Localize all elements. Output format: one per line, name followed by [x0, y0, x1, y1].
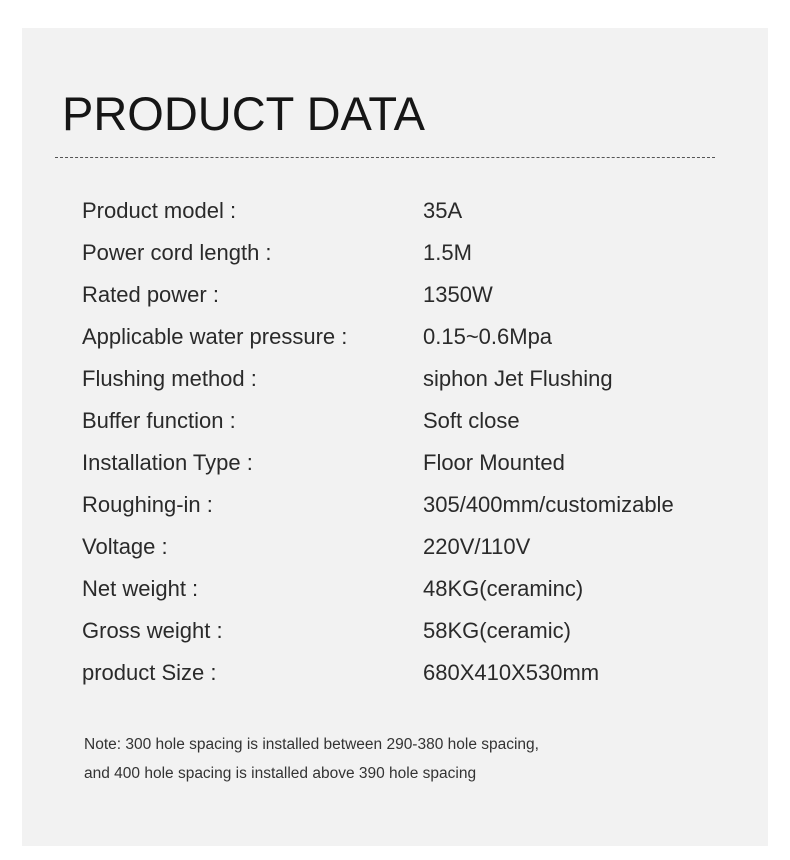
spec-label: Rated power :	[82, 282, 219, 307]
spec-label: Buffer function :	[82, 408, 236, 433]
spec-table	[82, 190, 752, 694]
spec-row-product-model	[82, 190, 752, 232]
spec-value: 0.15~0.6Mpa	[423, 324, 553, 349]
spec-value: 48KG(ceraminc)	[423, 576, 584, 601]
page-title: PRODUCT DATA	[62, 87, 425, 140]
product-data-panel	[22, 28, 768, 846]
spec-row-roughing-in	[82, 484, 752, 526]
note-line-2: and 400 hole spacing is installed above 390 hole spacing	[84, 765, 477, 782]
spec-value: Floor Mounted	[423, 450, 565, 475]
spec-label: product Size :	[82, 660, 217, 685]
spec-label: Voltage :	[82, 534, 168, 559]
spec-row-installation-type	[82, 442, 752, 484]
spec-label: Installation Type :	[82, 450, 253, 475]
spec-label: Flushing method :	[82, 366, 257, 391]
spec-row-product-size	[82, 652, 752, 694]
spec-value: siphon Jet Flushing	[423, 366, 613, 391]
spec-row-voltage	[82, 526, 752, 568]
spec-value: 1.5M	[423, 240, 472, 265]
spec-label: Gross weight :	[82, 618, 223, 643]
spec-value: 35A	[423, 198, 463, 223]
spec-label: Power cord length :	[82, 240, 272, 265]
spec-label: Product model :	[82, 198, 237, 223]
spec-row-power-cord-length	[82, 232, 752, 274]
spec-row-gross-weight	[82, 610, 752, 652]
spec-row-buffer-function	[82, 400, 752, 442]
dashed-divider	[55, 157, 715, 158]
spec-value: 1350W	[423, 282, 493, 307]
spec-row-flushing-method	[82, 358, 752, 400]
spec-row-water-pressure	[82, 316, 752, 358]
spec-value: 220V/110V	[423, 534, 531, 559]
spec-label: Net weight :	[82, 576, 199, 601]
spec-value: 58KG(ceramic)	[423, 618, 571, 643]
spec-label: Roughing-in :	[82, 492, 213, 517]
note-text	[84, 730, 744, 788]
spec-value: Soft close	[423, 408, 520, 433]
spec-row-net-weight	[82, 568, 752, 610]
note-line-1: Note: 300 hole spacing is installed between 290-380 hole spacing,	[84, 736, 539, 753]
spec-value: 305/400mm/customizable	[423, 492, 674, 517]
spec-value: 680X410X530mm	[423, 660, 600, 685]
spec-label: Applicable water pressure :	[82, 324, 348, 349]
spec-row-rated-power	[82, 274, 752, 316]
